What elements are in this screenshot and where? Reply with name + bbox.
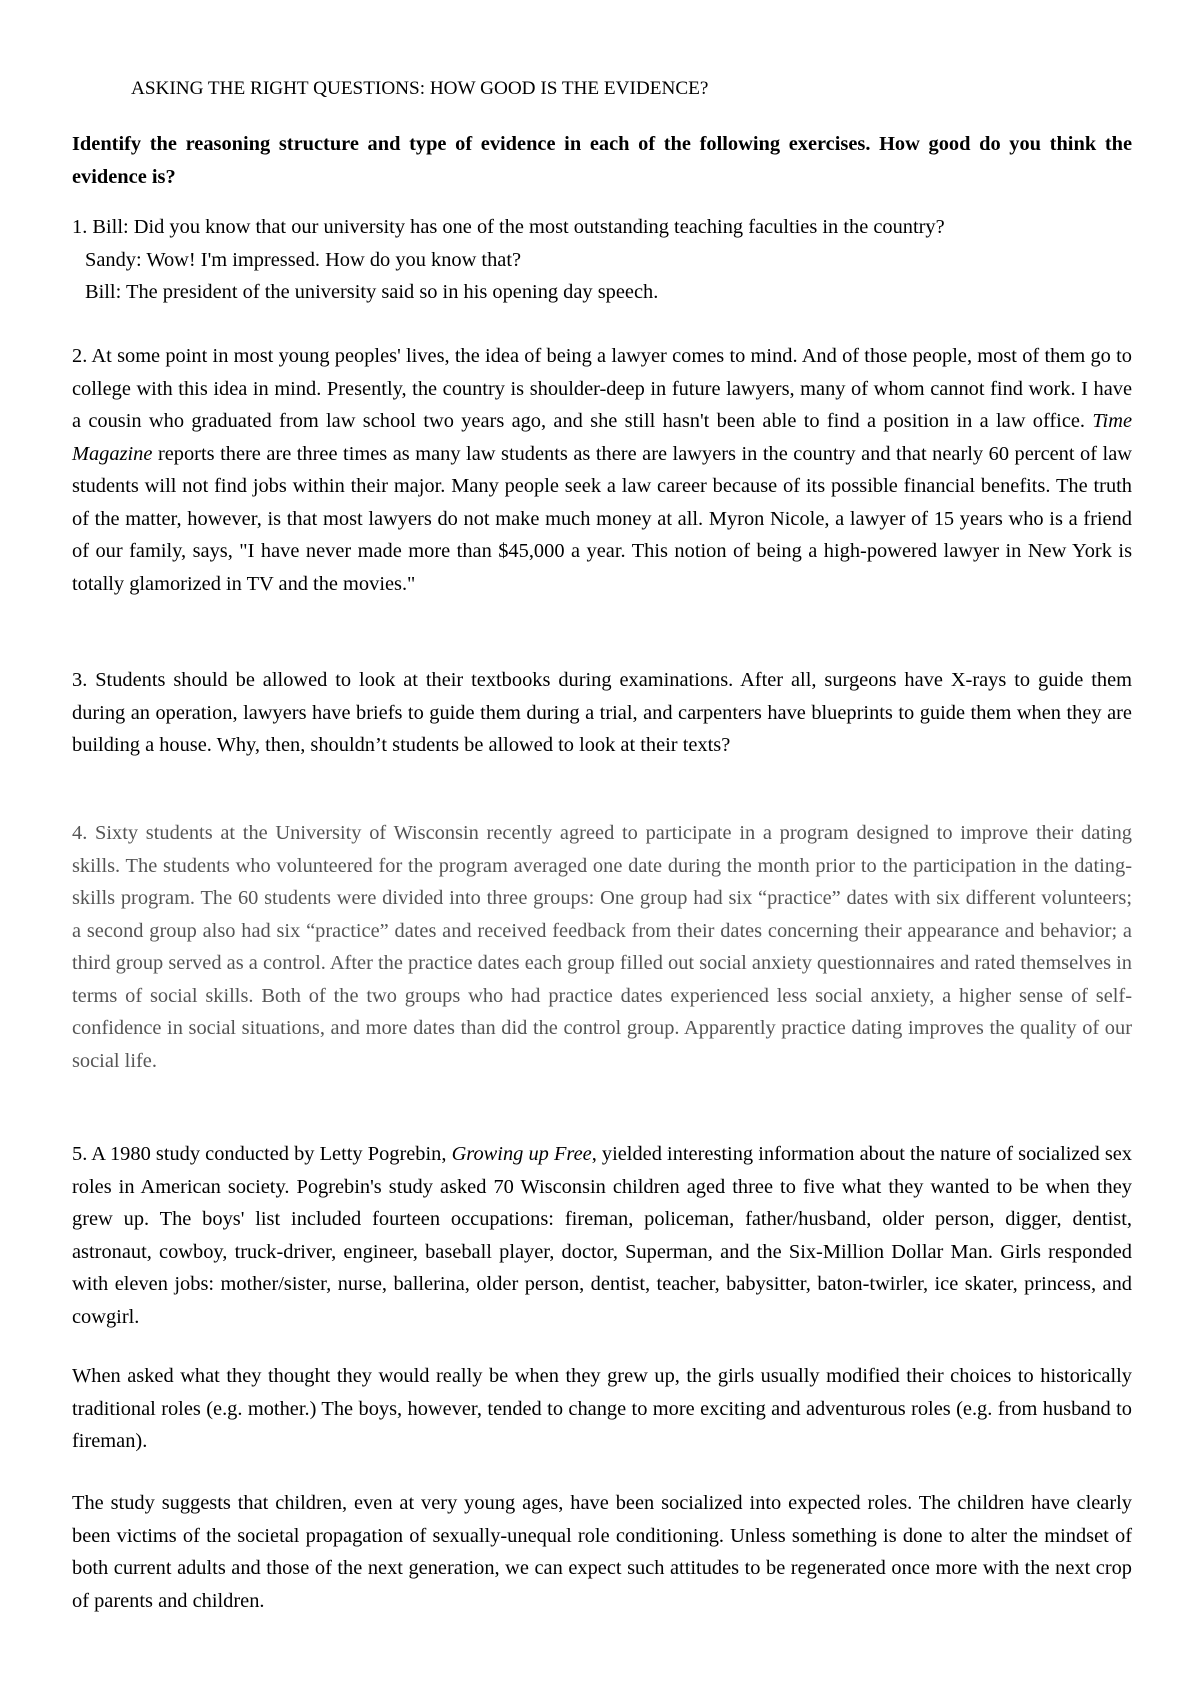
exercise-2 xyxy=(72,340,1132,600)
exercise-2-source-title: Time Magazine xyxy=(72,410,1132,465)
exercise-2-text-end: reports there are three times as many law students as there are lawyers in the country and that nearly 60 percent of law students will not find jobs within their major. Many people seek a law career because of its possible financial benefits. The truth of the matter, however, is that most lawyers do not make much money at all. Myron Nicole, a lawyer of 15 years who is a friend of our family, says, "I have never made more than $45,000 a year. This notion of being a high-powered lawyer in New York is totally glamorized in TV and the movies." xyxy=(72,442,1132,595)
exercise-1-line-bill-reply: Bill: The president of the university said so in his opening day speech. xyxy=(85,281,659,303)
exercise-1-line-bill: 1. Bill: Did you know that our university has one of the most outstanding teaching faculties in the country? xyxy=(72,216,945,238)
exercise-3: 3. Students should be allowed to look at their textbooks during examinations. After all, surgeons have X-rays to guide them during an operation, lawyers have briefs to guide them during a trial, and carpenters have blueprints to guide them when they are building a house. Why, then, shouldn’t students be allowed to look at their texts? xyxy=(72,669,1132,756)
exercise-5-book-title: Growing up Free xyxy=(451,1143,592,1165)
exercise-4: 4. Sixty students at the University of Wisconsin recently agreed to participate in a program designed to improve their dating skills. The students who volunteered for the program averaged one date during the month prior to the participation in the dating-skills program. The 60 students were divided into three groups: One group had six “practice” dates with six different volunteers; a second group also had six “practice” dates and received feedback from their dates concerning their appearance and behavior; a third group served as a control. After the practice dates each group filled out social anxiety questionnaires and rated themselves in terms of social skills. Both of the two groups who had practice dates experienced less social anxiety, a higher sense of self-confidence in social situations, and more dates than did the control group. Apparently practice dating improves the quality of our social life. xyxy=(72,822,1132,1072)
page-title: ASKING THE RIGHT QUESTIONS: HOW GOOD IS THE EVIDENCE? xyxy=(131,78,709,99)
exercise-5 xyxy=(72,1138,1132,1333)
instructions: Identify the reasoning structure and type of evidence in each of the following exercises. How good do you think the evidence is? xyxy=(72,133,1132,188)
exercise-5-paragraph-2: When asked what they thought they would really be when they grew up, the girls usually modified their choices to historically traditional roles (e.g. mother.) The boys, however, tended to change to more exciting and adventurous roles (e.g. from husband to fireman). xyxy=(72,1365,1132,1452)
exercise-5-text-start: 5. A 1980 study conducted by Letty Pogrebin, xyxy=(72,1143,452,1165)
exercise-5-paragraph-3: The study suggests that children, even at very young ages, have been socialized into expected roles. The children have clearly been victims of the societal propagation of sexually-unequal role conditioning. Unless something is done to alter the mindset of both current adults and those of the next generation, we can expect such attitudes to be regenerated once more with the next crop of parents and children. xyxy=(72,1492,1132,1612)
exercise-2-text-start: 2. At some point in most young peoples' lives, the idea of being a lawyer comes to mind. And of those people, most of them go to college with this idea in mind. Presently, the country is shoulder-deep in future lawyers, many of whom cannot find work. I have a cousin who graduated from law school two years ago, and she still hasn't been able to find a position in a law office. xyxy=(72,345,1132,432)
exercise-1-line-sandy: Sandy: Wow! I'm impressed. How do you know that? xyxy=(85,248,522,271)
exercise-1 xyxy=(72,211,1132,309)
exercise-5-text-end: , yielded interesting information about the nature of socialized sex roles in American society. Pogrebin's study asked 70 Wisconsin children aged three to five what they wanted to be when they grew up. The boys' list included fourteen occupations: fireman, policeman, father/husband, older person, digger, dentist, astronaut, cowboy, truck-driver, engineer, baseball player, doctor, Superman, and the Six-Million Dollar Man. Girls responded with eleven jobs: mother/sister, nurse, ballerina, older person, dentist, teacher, babysitter, baton-twirler, ice skater, princess, and cowgirl. xyxy=(72,1143,1132,1328)
